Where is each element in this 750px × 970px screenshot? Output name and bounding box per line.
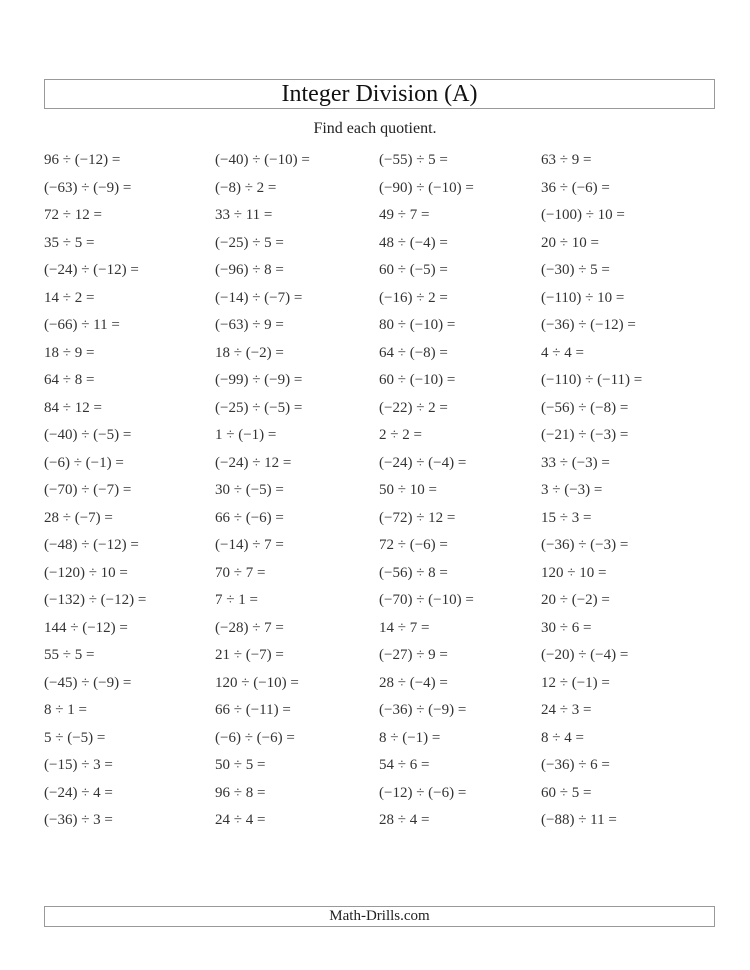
problem: 80 ÷ (−10) = [379,317,456,333]
problem: (−120) ÷ 10 = [44,564,128,581]
problem: (−70) ÷ (−7) = [44,482,132,498]
problem: 20 ÷ 10 = [541,234,599,251]
problem: (−36) ÷ 6 = [541,757,610,773]
problem: (−36) ÷ (−12) = [541,317,636,333]
problem: 24 ÷ 4 = [215,812,266,828]
problem: 28 ÷ (−7) = [44,509,113,526]
problem-row [44,755,714,783]
problem: (−36) ÷ 3 = [44,812,113,828]
problem: 50 ÷ 10 = [379,482,437,498]
problem: 70 ÷ 7 = [215,564,266,581]
problem: (−24) ÷ (−4) = [379,454,467,471]
problem-row [44,618,714,646]
problem: (−24) ÷ (−12) = [44,262,139,278]
problem: (−14) ÷ 7 = [215,537,284,553]
problem: (−6) ÷ (−1) = [44,454,124,471]
problem: 66 ÷ (−11) = [215,702,291,718]
problem: (−16) ÷ 2 = [379,289,448,306]
footer-source: Math-Drills.com [44,906,715,927]
problem-row [44,783,714,811]
problem: 33 ÷ 11 = [215,207,273,223]
problem: 64 ÷ (−8) = [379,344,448,361]
problem-row [44,370,714,398]
problem: 20 ÷ (−2) = [541,592,610,608]
problem-row [44,673,714,701]
problem-row [44,645,714,673]
problem: 48 ÷ (−4) = [379,234,448,251]
problem-row [44,315,714,343]
worksheet-title: Integer Division (A) [44,79,715,109]
instructions: Find each quotient. [313,120,437,137]
problem: 14 ÷ 7 = [379,619,430,636]
problem: (−22) ÷ 2 = [379,399,448,416]
problem: 18 ÷ (−2) = [215,344,284,361]
problem: (−15) ÷ 3 = [44,757,113,773]
problem: (−27) ÷ 9 = [379,647,448,663]
problem: 36 ÷ (−6) = [541,179,610,196]
problem: (−55) ÷ 5 = [379,152,448,168]
problem: 8 ÷ (−1) = [379,729,441,746]
problem: 21 ÷ (−7) = [215,647,284,663]
problem-row [44,398,714,426]
problem: 60 ÷ (−10) = [379,372,456,388]
problem: (−70) ÷ (−10) = [379,592,474,608]
problem: (−90) ÷ (−10) = [379,179,474,196]
problem: 50 ÷ 5 = [215,757,266,773]
problem: 55 ÷ 5 = [44,647,95,663]
problem-row [44,590,714,618]
problem: 15 ÷ 3 = [541,509,592,526]
problem-row [44,260,714,288]
problem: 28 ÷ 4 = [379,812,430,828]
problem: (−8) ÷ 2 = [215,179,277,196]
problem: 49 ÷ 7 = [379,207,430,223]
problem: 72 ÷ 12 = [44,207,102,223]
problem: 28 ÷ (−4) = [379,674,448,691]
problem: 7 ÷ 1 = [215,592,258,608]
problem-row [44,563,714,591]
problem: (−21) ÷ (−3) = [541,427,629,443]
problem: 5 ÷ (−5) = [44,729,106,746]
problem: (−66) ÷ 11 = [44,317,120,333]
problem: (−56) ÷ (−8) = [541,399,629,416]
problem: 60 ÷ (−5) = [379,262,448,278]
problem: (−6) ÷ (−6) = [215,729,295,746]
problem: 8 ÷ 1 = [44,702,87,718]
problem: (−96) ÷ 8 = [215,262,284,278]
problem: 8 ÷ 4 = [541,729,584,746]
problem: (−14) ÷ (−7) = [215,289,303,306]
problem: 72 ÷ (−6) = [379,537,448,553]
problem: 63 ÷ 9 = [541,152,592,168]
problem: 64 ÷ 8 = [44,372,95,388]
problem: (−48) ÷ (−12) = [44,537,139,553]
problem: 96 ÷ 8 = [215,784,266,801]
problem: (−36) ÷ (−3) = [541,537,629,553]
problem: 18 ÷ 9 = [44,344,95,361]
problem-row [44,178,714,206]
problem: (−56) ÷ 8 = [379,564,448,581]
problem: 24 ÷ 3 = [541,702,592,718]
problem-row [44,480,714,508]
problem-row [44,453,714,481]
problem-row [44,205,714,233]
problem: 66 ÷ (−6) = [215,509,284,526]
problem: (−36) ÷ (−9) = [379,702,467,718]
problem: (−63) ÷ (−9) = [44,179,132,196]
problem: (−20) ÷ (−4) = [541,647,629,663]
problem: (−25) ÷ 5 = [215,234,284,251]
problem: 60 ÷ 5 = [541,784,592,801]
problem-row [44,150,714,178]
problem: 3 ÷ (−3) = [541,482,603,498]
problem: (−100) ÷ 10 = [541,207,625,223]
problem: (−40) ÷ (−10) = [215,152,310,168]
problem: (−110) ÷ (−11) = [541,372,643,388]
problem-row [44,810,714,838]
problem: 84 ÷ 12 = [44,399,102,416]
problem: 4 ÷ 4 = [541,344,584,361]
problem: (−30) ÷ 5 = [541,262,610,278]
problem-row [44,343,714,371]
problem: 144 ÷ (−12) = [44,619,128,636]
problem: (−99) ÷ (−9) = [215,372,303,388]
problem: (−28) ÷ 7 = [215,619,284,636]
problem: (−63) ÷ 9 = [215,317,284,333]
problem-row [44,508,714,536]
problem: (−12) ÷ (−6) = [379,784,467,801]
problem: (−110) ÷ 10 = [541,289,625,306]
problem: 2 ÷ 2 = [379,427,422,443]
problem: 30 ÷ 6 = [541,619,592,636]
problem: 120 ÷ 10 = [541,564,607,581]
problem-row [44,288,714,316]
problem: (−40) ÷ (−5) = [44,427,132,443]
problem: (−24) ÷ 4 = [44,784,113,801]
problem-row [44,535,714,563]
problem-row [44,233,714,261]
problem: (−132) ÷ (−12) = [44,592,147,608]
problem-row [44,425,714,453]
problem: (−88) ÷ 11 = [541,812,617,828]
problem: 96 ÷ (−12) = [44,152,121,168]
problem: 14 ÷ 2 = [44,289,95,306]
problem: (−72) ÷ 12 = [379,509,456,526]
problem: 33 ÷ (−3) = [541,454,610,471]
problem: 30 ÷ (−5) = [215,482,284,498]
problem: (−45) ÷ (−9) = [44,674,132,691]
problem-row [44,728,714,756]
problem: (−24) ÷ 12 = [215,454,292,471]
problem: 120 ÷ (−10) = [215,674,299,691]
problem: 35 ÷ 5 = [44,234,95,251]
problem: 12 ÷ (−1) = [541,674,610,691]
problem: 1 ÷ (−1) = [215,427,277,443]
problem-row [44,700,714,728]
problem: 54 ÷ 6 = [379,757,430,773]
problem: (−25) ÷ (−5) = [215,399,303,416]
